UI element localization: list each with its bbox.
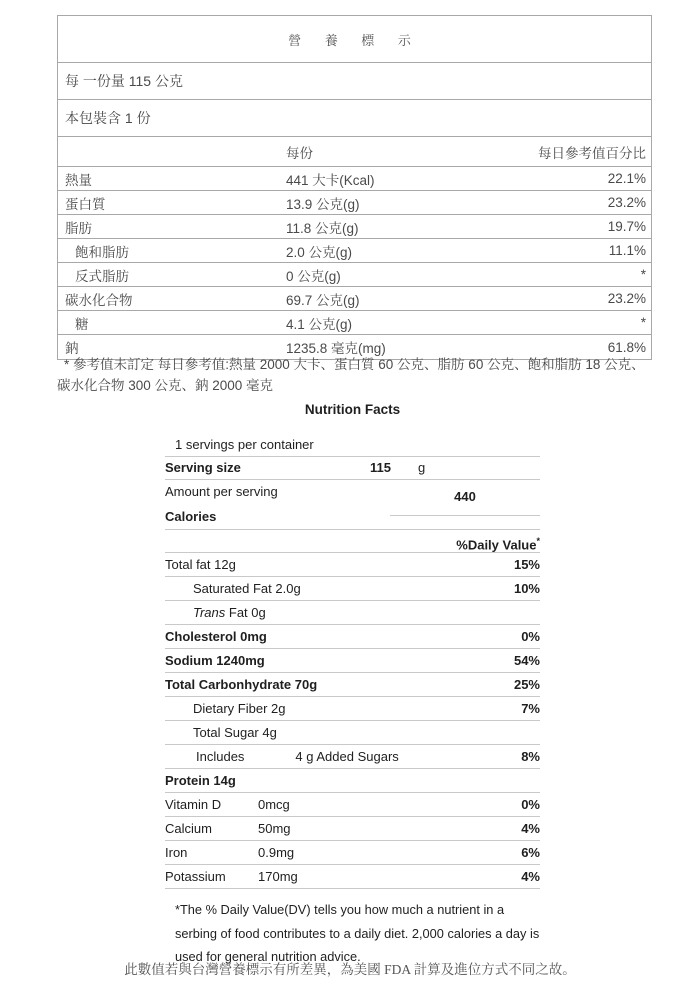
tw-serving-size-line: 每 一份量 115 公克 [58,63,651,100]
tw-servings-per-pack-line: 本包裝含 1 份 [58,100,651,137]
tw-header-per-serving: 每份 [286,145,313,161]
servings-per-container: 1 servings per container [165,434,540,457]
tw-nutrient-dv: 23.2% [607,291,646,306]
row-vitamin-d [165,793,540,817]
row-total-sugar [165,721,540,745]
vitamin-name: Vitamin D [165,797,222,812]
tw-nutrient-value: 0 公克(g) [286,268,341,284]
calories-left-column [165,480,390,529]
tw-nutrient-dv: 61.8% [607,339,646,355]
tw-header-daily-value: 每日參考值百分比 [538,145,646,161]
daily-value-header-text: %Daily Value [456,537,537,553]
tw-nutrient-name: 鈉 [65,341,79,356]
row-total-fat [165,553,540,577]
us-footnote-line: *The % Daily Value(DV) tells you how much a nutrient in a [175,902,505,917]
tw-table-header-row [58,137,651,167]
tw-nutrient-name: 蛋白質 [65,196,106,212]
row-added-sugars [165,745,540,769]
tw-nutrient-dv: * [640,267,646,282]
calories-block [165,480,540,530]
tw-row-sugar [58,311,651,335]
nutrient-dv: 7% [521,701,540,716]
trans-italic: Trans [193,605,226,620]
vitamin-amount: 50mg [258,821,291,836]
serving-size-row [165,457,540,480]
tw-nutrient-name: 糖 [75,316,89,332]
daily-value-header [165,530,540,553]
us-nutrition-facts [165,402,540,969]
nutrient-name: Sodium 1240mg [165,653,265,668]
tw-row-protein [58,191,651,215]
tw-row-calories [58,167,651,191]
tw-nutrient-dv: 23.2% [607,195,646,210]
serving-size-value: 115 [370,460,391,475]
vitamin-dv: 4% [521,821,540,836]
us-footnote-line: used for general nutrition advice. [175,949,361,965]
row-potassium [165,865,540,889]
vitamin-amount: 0mcg [258,797,290,812]
tw-nutrient-value: 11.8 公克(g) [286,220,359,236]
nutrient-name: Cholesterol 0mg [165,629,267,644]
tw-nutrition-table [57,15,652,360]
us-label-title: Nutrition Facts [304,402,401,417]
includes-label: Includes [196,749,245,764]
calories-label: Calories [165,509,217,524]
trans-rest: Fat 0g [225,605,266,620]
tw-nutrient-name: 碳水化合物 [65,292,133,308]
added-sugars-text: 4 g Added Sugars [295,749,399,764]
row-dietary-fiber [165,697,540,721]
tw-nutrient-dv: * [640,315,646,330]
tw-nutrient-name: 熱量 [65,172,92,188]
amount-per-serving-label: Amount per serving [165,484,278,499]
row-total-carbohydrate [165,673,540,697]
row-protein [165,769,540,793]
tw-row-fat [58,215,651,239]
tw-nutrient-name: 脂肪 [65,220,92,236]
vitamin-dv: 6% [521,845,540,860]
nutrient-name: Saturated Fat 2.0g [193,581,301,596]
tw-footnote: * 參考值未訂定 每日參考值:熱量 2000 大卡、蛋白質 60 公克、脂肪 60 公克、飽和脂肪 18 公克、碳水化合物 300 公克、鈉 2000 毫克 [57,357,645,393]
nutrient-name: Total fat 12g [165,557,236,572]
vitamin-dv: 0% [521,797,540,812]
row-iron [165,841,540,865]
nutrient-dv: 0% [521,629,540,644]
tw-nutrient-value: 4.1 公克(g) [286,316,353,332]
fda-difference-note: 此數值若與台灣營養標示有所差異，為美國 FDA 計算及進位方式不同之故。 [124,962,576,977]
vitamin-name: Calcium [165,821,212,836]
calories-value: 440 [390,485,540,516]
tw-nutrient-value: 1235.8 毫克(mg) [286,341,386,356]
nutrient-dv: 54% [513,653,540,668]
daily-value-asterisk: * [536,536,540,546]
nutrient-name [165,749,399,764]
vitamin-amount: 170mg [258,869,298,884]
vitamin-name: Potassium [165,869,226,884]
tw-row-carbohydrate [58,287,651,311]
tw-nutrient-dv: 11.1% [608,243,646,258]
row-saturated-fat [165,577,540,601]
nutrient-name [165,605,266,620]
us-footnote-line: serbing of food contributes to a daily diet. 2,000 calories a day is [175,925,540,941]
nutrient-name: Dietary Fiber 2g [193,701,286,716]
nutrient-dv: 10% [513,581,540,596]
row-cholesterol [165,625,540,649]
nutrient-dv: 25% [513,677,540,692]
serving-size-unit: g [418,460,426,475]
tw-nutrient-value: 69.7 公克(g) [286,292,360,308]
row-sodium [165,649,540,673]
tw-nutrient-dv: 22.1% [607,171,646,186]
serving-size-label: Serving size [165,460,241,475]
row-calcium [165,817,540,841]
tw-nutrient-value: 2.0 公克(g) [286,244,353,260]
vitamin-name: Iron [165,845,188,860]
tw-label-title: 營 養 標 示 [58,16,651,63]
row-trans-fat [165,601,540,625]
tw-row-saturated-fat [58,239,651,263]
nutrient-dv: 15% [513,557,540,572]
nutrient-name: Total Sugar 4g [193,725,277,740]
nutrient-dv: 8% [521,749,540,764]
tw-nutrient-value: 441 大卡(Kcal) [286,172,375,188]
tw-row-trans-fat [58,263,651,287]
tw-nutrient-name: 反式脂肪 [75,268,129,284]
vitamin-amount: 0.9mg [258,845,295,860]
tw-nutrient-name: 飽和脂肪 [75,244,129,260]
tw-nutrient-dv: 19.7% [607,219,646,234]
vitamin-dv: 4% [521,869,540,884]
tw-nutrient-value: 13.9 公克(g) [286,196,360,212]
nutrient-name: Protein 14g [165,773,236,788]
nutrient-name: Total Carbonhydrate 70g [165,677,318,692]
